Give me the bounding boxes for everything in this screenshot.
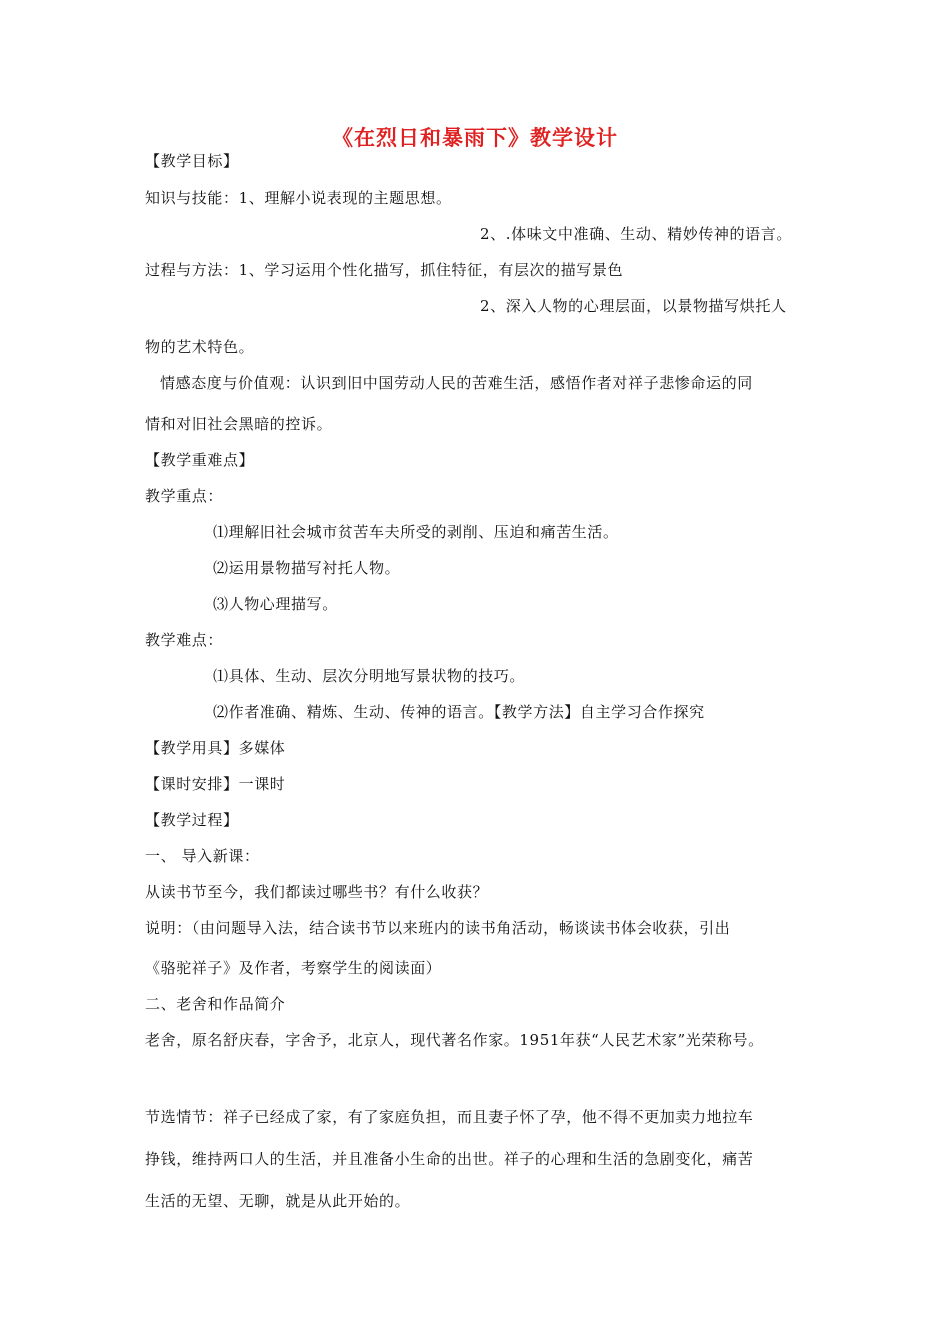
text-line: 二、老舍和作品简介 [145, 995, 286, 1013]
text-line: 教学重点： [145, 487, 224, 505]
text-line: 2、深入人物的心理层面，以景物描写烘托人 [480, 297, 787, 315]
section-heading-schedule: 【课时安排】一课时 [145, 775, 286, 793]
text-line: 说明：（由问题导入法，结合读书节以来班内的读书角活动，畅谈读书体会收获，引出 [145, 919, 731, 937]
text-line: 《骆驼祥子》及作者，考察学生的阅读面） [145, 959, 442, 977]
section-heading-tools: 【教学用具】多媒体 [145, 739, 286, 757]
section-heading-key-points: 【教学重难点】 [145, 451, 255, 469]
text-line: 情感态度与价值观：认识到旧中国劳动人民的苦难生活，感悟作者对祥子悲惨命运的同 [160, 374, 753, 392]
list-item: ⑶人物心理描写。 [213, 595, 338, 613]
text-line: 过程与方法：1、学习运用个性化描写，抓住特征，有层次的描写景色 [145, 261, 624, 279]
text-line: 生活的无望、无聊，就是从此开始的。 [145, 1192, 411, 1210]
text-line: 从读书节至今，我们都读过哪些书？有什么收获？ [145, 883, 489, 901]
text-line: 一、 导入新课： [145, 847, 260, 865]
text-line: 节选情节：祥子已经成了家，有了家庭负担，而且妻子怀了孕，他不得不更加卖力地拉车 [145, 1108, 754, 1126]
list-item: ⑵作者准确、精炼、生动、传神的语言。【教学方法】自主学习合作探究 [213, 703, 705, 721]
list-item: ⑵运用景物描写衬托人物。 [213, 559, 401, 577]
text-line: 挣钱，维持两口人的生活，并且准备小生命的出世。祥子的心理和生活的急剧变化，痛苦 [145, 1150, 754, 1168]
section-heading-process: 【教学过程】 [145, 811, 239, 829]
text-line: 2、.体味文中准确、生动、精妙传神的语言。 [480, 225, 792, 243]
text-line: 知识与技能：1、理解小说表现的主题思想。 [145, 189, 452, 207]
list-item: ⑴具体、生动、层次分明地写景状物的技巧。 [213, 667, 526, 685]
text-line: 老舍，原名舒庆春，字舍予，北京人，现代著名作家。1951年获“人民艺术家”光荣称号。 [145, 1031, 764, 1049]
text-line: 教学难点： [145, 631, 224, 649]
text-line: 物的艺术特色。 [145, 338, 255, 356]
list-item: ⑴理解旧社会城市贫苦车夫所受的剥削、压迫和痛苦生活。 [213, 523, 619, 541]
document-title: 《在烈日和暴雨下》教学设计 [332, 126, 618, 150]
section-heading-objectives: 【教学目标】 [145, 152, 239, 170]
text-line: 情和对旧社会黑暗的控诉。 [145, 415, 333, 433]
